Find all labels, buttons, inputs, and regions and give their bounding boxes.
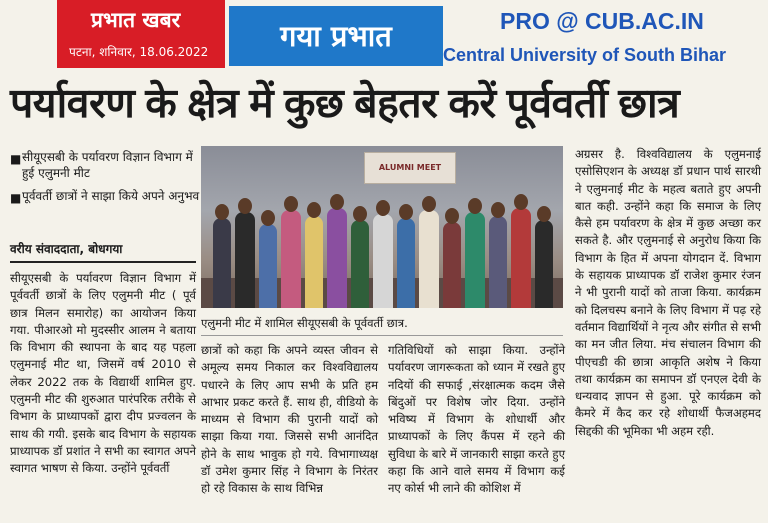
bullet-icon: ■ bbox=[10, 191, 22, 205]
newspaper-brand: प्रभात खबर bbox=[91, 8, 181, 32]
photo-person-head bbox=[353, 206, 367, 222]
photo-person bbox=[511, 208, 531, 308]
group-photo bbox=[201, 146, 563, 308]
bullet-icon: ■ bbox=[10, 152, 22, 166]
photo-person-head bbox=[514, 194, 528, 210]
highlight-text: सीयूएसबी के पर्यावरण विज्ञान विभाग में हुई एलुमनी मीट bbox=[22, 150, 193, 180]
photo-person-head bbox=[422, 196, 436, 212]
photo-person-head bbox=[537, 206, 551, 222]
photo-person bbox=[305, 216, 323, 308]
highlight-item bbox=[10, 149, 202, 181]
photo-person bbox=[443, 222, 461, 308]
photo-person-head bbox=[330, 194, 344, 210]
photo-person-head bbox=[445, 208, 459, 224]
newspaper-masthead bbox=[57, 0, 225, 68]
photo-person bbox=[327, 208, 347, 308]
photo-banner: ALUMNI MEET bbox=[364, 152, 456, 184]
university-tagline: Central University of South Bihar bbox=[443, 45, 727, 65]
dateline: पटना, शनिवार, 18.06.2022 bbox=[69, 45, 209, 59]
article-headline: पर्यावरण के क्षेत्र में कुछ बेहतर करें पूर्ववर्ती छात्र bbox=[10, 80, 680, 126]
byline: वरीय संवाददाता, बोधगया bbox=[10, 240, 196, 263]
photo-person-head bbox=[399, 204, 413, 220]
photo-person bbox=[535, 220, 553, 308]
photo-person bbox=[235, 212, 255, 308]
highlight-text: पूर्ववर्ती छात्रों ने साझा किये अपने अनुभव bbox=[22, 189, 200, 203]
article-column-2: छात्रों को कहा कि अपने व्यस्त जीवन से अमूल्य समय निकाल कर विश्वविद्यालय पधारने के लिए आप सभी के प्रति हम आभार प्रकट करते हैं. साथ ही, वीडियो के माध्यम से विभाग की पुरानी यादों को साझा किया गया. जिससे सभी आनंदित होने के साथ भावुक हो गये. विभागाध्यक्ष डॉ उमेश कुमार सिंह ने विभाग के निरंतर हो रहे विकास के साथ विभिन्न bbox=[201, 343, 378, 496]
photo-person-head bbox=[491, 202, 505, 218]
photo-person-head bbox=[238, 198, 252, 214]
photo-caption: एलुमनी मीट में शामिल सीयूएसबी के पूर्ववर्ती छात्र. bbox=[201, 316, 563, 336]
photo-person-head bbox=[376, 200, 390, 216]
edition-title: गया प्रभात bbox=[229, 6, 443, 66]
photo-person bbox=[259, 224, 277, 308]
photo-person-head bbox=[307, 202, 321, 218]
photo-person bbox=[351, 220, 369, 308]
article-column-4: अग्रसर है. विश्वविद्यालय के एलुमनाई एसोसिएशन के अध्यक्ष डॉ प्रधान पार्थ सारथी ने एलुमनाई मीट के महत्व बताते हुए अपनी बात कही. उन्होंने कहा कि समाज के लिए कैसे हम पर्यावरण के क्षेत्र में कुछ अच्छा कर सकते है. और एलुमनाई से अनुरोध किया कि विभाग के हित में अपना योगदान दें. विभाग के सहायक प्राध्यापक डॉ राजेश कुमार रंजन ने भी पुरानी यादों को ताजा किया. कार्यक्रम को दिलचस्प बनाने के लिए विभाग में पढ़ रहे वर्तमान विद्यार्थियों ने नृत्य और संगीत से सभी का मन जीत लिया. मंच संचालन विभाग की पीएचडी की छात्रा आकृति अशेष ने किया तथा कार्यक्रम का समापन डॉ एनएल देवी के धन्यवाद ज्ञापन से हुआ. पूरे कार्यक्रम को कैमरे में कैद कर रहे शोधार्थी फैजअहमद सिद्दकी की भूमिका भी अहम रही. bbox=[575, 147, 761, 438]
photo-person-head bbox=[284, 196, 298, 212]
pro-tagline: PRO @ CUB.AC.IN bbox=[500, 8, 704, 34]
photo-person bbox=[465, 212, 485, 308]
photo-person-head bbox=[468, 198, 482, 214]
article-column-3: गतिविधियों को साझा किया. उन्होंने पर्यावरण जागरूकता को ध्यान में रखते हुए नदियों की सफाई ,संरक्षात्मक कदम जैसे बिंदुओं पर विशेष जोर दिया. उन्होंने भविष्य में विभाग के शोधार्थी और प्राध्यापकों के लिए कैंपस में रहने की सुविधा के बारे में जानकारी साझा करते हुए कहा कि आने वाले समय में विभाग कई नए कोर्स भी लाने की कोशिश में bbox=[388, 343, 565, 496]
article-column-1: सीयूएसबी के पर्यावरण विज्ञान विभाग में पूर्ववर्ती छात्रों के लिए एलुमनी मीट ( पूर्व छात्र मिलन समारोह) का आयोजन किया गया. पीआरओ मो मुदस्सीर आलम ने बताया कि विभाग की स्थापना के बाद यह पहला एलुमनाई मीट था, जिसमें वर्ष 2010 से लेकर 2022 तक के विद्यार्थी शामिल हुए. एलुमनी मीट की शुरुआत पारंपरिक तरीके से विभाग के प्राध्यापकों द्वारा दीप प्रज्वलन के साथ की गयी. इसके बाद विभाग के सहायक प्राध्यापक डॉ प्रशांत ने सभी का स्वागत अपने स्वागत भाषण से किया. उन्होंने पूर्ववर्ती bbox=[10, 271, 196, 476]
photo-person bbox=[489, 216, 507, 308]
photo-person bbox=[397, 218, 415, 308]
photo-person bbox=[373, 214, 393, 308]
photo-person bbox=[419, 210, 439, 308]
photo-person bbox=[281, 210, 301, 308]
photo-person-head bbox=[215, 204, 229, 220]
photo-person-head bbox=[261, 210, 275, 226]
highlight-item bbox=[10, 188, 202, 204]
photo-person bbox=[213, 218, 231, 308]
